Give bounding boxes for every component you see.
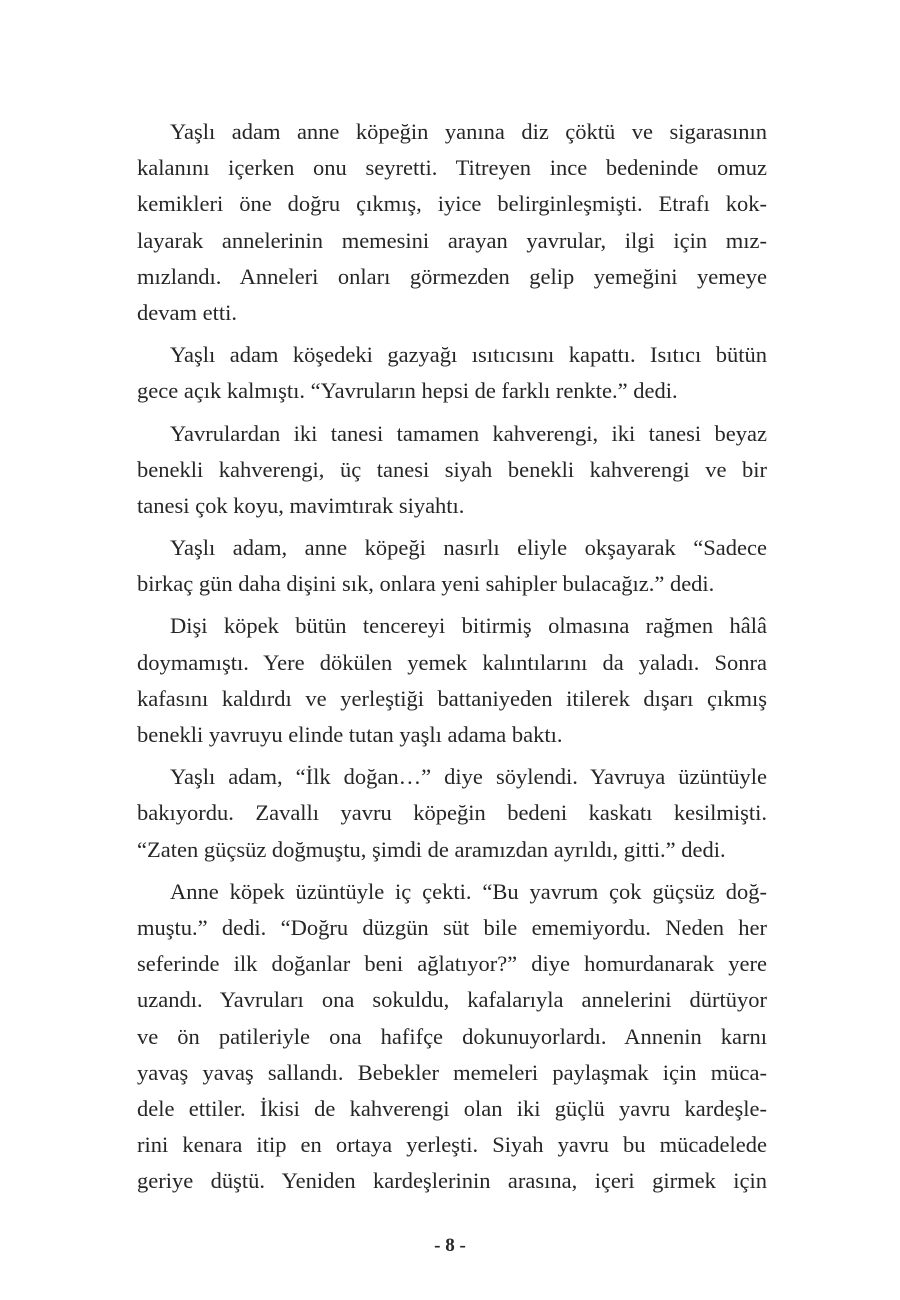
page-number: - 8 - bbox=[434, 1235, 466, 1256]
text-line: Dişi köpek bütün tencereyi bitirmiş olmasına rağmen hâlâ bbox=[170, 613, 767, 639]
text-line: uzandı. Yavruları ona sokuldu, kafalarıyla annelerini dürtüyor bbox=[137, 987, 767, 1013]
text-line: Yaşlı adam, anne köpeği nasırlı eliyle okşayarak “Sadece bbox=[170, 535, 767, 561]
text-line: bakıyordu. Zavallı yavru köpeğin bedeni kaskatı kesilmişti. bbox=[137, 800, 767, 826]
text-line: mızlandı. Anneleri onları görmezden gelip yemeğini yemeye bbox=[137, 263, 767, 289]
text-line: kalanını içerken onu seyretti. Titreyen ince bedeninde omuz bbox=[137, 155, 767, 181]
text-line: Yaşlı adam, “İlk doğan…” diye söylendi. Yavruya üzüntüyle bbox=[170, 764, 767, 790]
text-line: dele ettiler. İkisi de kahverengi olan iki güçlü yavru kardeşle- bbox=[137, 1095, 767, 1121]
text-line: layarak annelerinin memesini arayan yavrular, ilgi için mız- bbox=[137, 227, 767, 253]
paragraph bbox=[137, 114, 767, 331]
text-line: Anne köpek üzüntüyle iç çekti. “Bu yavrum çok güçsüz doğ- bbox=[170, 878, 767, 904]
text-line: “Zaten güçsüz doğmuştu, şimdi de aramızdan ayrıldı, gitti.” dedi. bbox=[137, 836, 726, 862]
paragraph bbox=[137, 874, 767, 1200]
text-line: yavaş yavaş sallandı. Bebekler memeleri paylaşmak için müca- bbox=[137, 1059, 767, 1085]
text-line: ve ön patileriyle ona hafifçe dokunuyorlardı. Annenin karnı bbox=[137, 1023, 767, 1049]
text-line: geriye düştü. Yeniden kardeşlerinin arasına, içeri girmek için bbox=[137, 1168, 767, 1194]
text-line: seferinde ilk doğanlar beni ağlatıyor?” diye homurdanarak yere bbox=[137, 951, 767, 977]
text-line: tanesi çok koyu, mavimtırak siyahtı. bbox=[137, 492, 465, 518]
text-line: devam etti. bbox=[137, 299, 237, 325]
text-line: rini kenara itip en ortaya yerleşti. Siyah yavru bu mücadelede bbox=[137, 1132, 767, 1158]
text-line: birkaç gün daha dişini sık, onlara yeni sahipler bulacağız.” dedi. bbox=[137, 571, 715, 597]
paragraph bbox=[137, 530, 767, 602]
text-line: gece açık kalmıştı. “Yavruların hepsi de farklı renkte.” dedi. bbox=[137, 378, 678, 404]
paragraph bbox=[137, 337, 767, 409]
text-line: muştu.” dedi. “Doğru düzgün süt bile ememiyordu. Neden her bbox=[137, 914, 767, 940]
text-line: Yaşlı adam anne köpeğin yanına diz çöktü ve sigarasının bbox=[170, 119, 767, 144]
body-text bbox=[137, 114, 767, 1205]
paragraph bbox=[137, 416, 767, 525]
paragraph bbox=[137, 759, 767, 868]
text-line: benekli kahverengi, üç tanesi siyah benekli kahverengi ve bir bbox=[137, 456, 767, 482]
text-line: benekli yavruyu elinde tutan yaşlı adama baktı. bbox=[137, 722, 563, 747]
text-line: kafasını kaldırdı ve yerleştiği battaniyeden itilerek dışarı çıkmış bbox=[137, 685, 767, 711]
text-line: kemikleri öne doğru çıkmış, iyice belirginleşmişti. Etrafı kok- bbox=[137, 191, 767, 217]
text-line: doymamıştı. Yere dökülen yemek kalıntılarını da yaladı. Sonra bbox=[137, 649, 767, 675]
paragraph bbox=[137, 608, 767, 753]
text-line: Yaşlı adam köşedeki gazyağı ısıtıcısını kapattı. Isıtıcı bütün bbox=[170, 342, 767, 368]
text-line: Yavrulardan iki tanesi tamamen kahverengi, iki tanesi beyaz bbox=[170, 420, 767, 446]
